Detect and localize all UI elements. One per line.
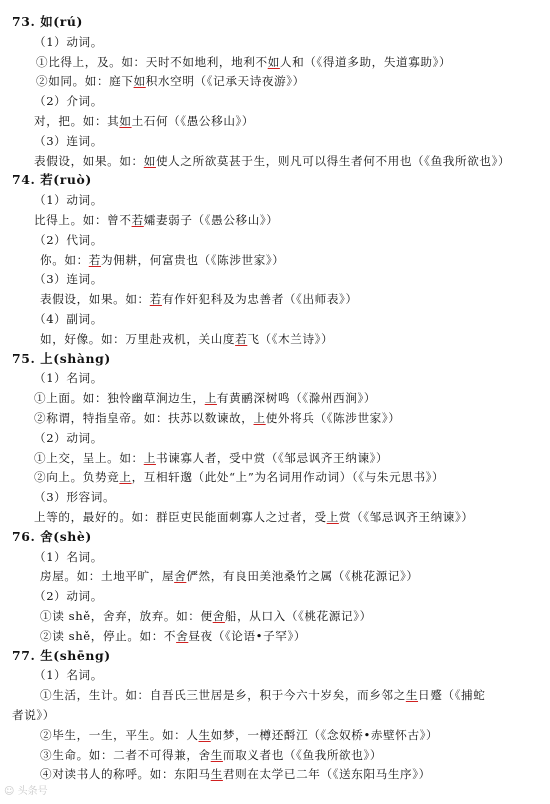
key-character: 上: [204, 391, 217, 406]
line-text: 人和（《得道多助，失道寡助》）: [279, 54, 452, 69]
line-text: ，互相轩邈（此处“上”为名词用作动词）（《与朱元思书》）: [131, 470, 445, 485]
entry-line: [34, 665, 550, 685]
key-character: 生: [405, 688, 419, 703]
entry-heading: [12, 349, 550, 369]
entry-line: [34, 408, 550, 428]
entry-line: [40, 626, 550, 646]
line-text: 土石何（《愚公移山》）: [131, 114, 255, 128]
entry-line: [40, 566, 550, 586]
line-text: 有作奸犯科及为忠善者（《出师表》）: [161, 292, 358, 307]
key-character: 若: [88, 252, 101, 267]
key-character: 若: [131, 213, 144, 227]
entry-line: [34, 111, 550, 131]
entry-heading: [12, 170, 550, 190]
entry-line: [34, 428, 550, 448]
line-text: ①生活，生计。如：自吾氏三世居是乡，积于今六十岁矣，而乡邻之: [40, 688, 406, 703]
watermark: ☺ 头条号: [4, 786, 48, 797]
line-text: （3）连词。: [34, 272, 103, 287]
line-text: 73. 如(rú): [12, 14, 83, 29]
entry-line: [40, 289, 550, 309]
entry-line: [34, 91, 550, 111]
key-character: 上: [143, 450, 156, 465]
key-character: 舍: [174, 569, 187, 584]
key-character: 舍: [176, 628, 189, 643]
entry-line: [12, 705, 550, 725]
entry-heading: [12, 646, 550, 666]
entry-line: [40, 250, 550, 270]
line-text: （2）动词。: [34, 589, 103, 604]
line-text: 飞（《木兰诗》）: [247, 331, 334, 346]
line-text: 对，把。如：其: [34, 114, 120, 128]
line-text: ③生命。如：二者不可得兼，舍: [40, 747, 211, 762]
entry-line: [34, 131, 550, 151]
key-character: 舍: [212, 609, 225, 623]
key-character: 生: [198, 727, 211, 742]
entry-line: [34, 230, 550, 250]
line-text: （3）形容词。: [34, 490, 116, 505]
entry-line: [34, 368, 550, 388]
line-text: ②如同。如：庭下: [36, 74, 134, 89]
line-text: ①比得上，及。如：天时不如地利，地利不: [36, 54, 268, 69]
key-character: 上: [326, 510, 339, 524]
line-text: ②向上。负势竞: [34, 470, 120, 485]
line-text: 房屋。如：土地平旷，屋: [40, 569, 175, 584]
line-text: ①上面。如：独怜幽草涧边生，: [34, 391, 205, 406]
line-text: 为佣耕，何富贵也（《陈涉世家》）: [100, 252, 285, 267]
entry-line: [34, 507, 550, 527]
line-text: 使人之所欲莫甚于生，则凡可以得生者何不用也（《鱼我所欲也》）: [155, 153, 511, 168]
line-text: （1）名词。: [34, 668, 103, 683]
entry-line: [34, 309, 550, 329]
entry-line: [40, 764, 550, 784]
entry-heading: [12, 527, 550, 547]
line-text: 有黄鹂深树鸣（《滁州西涧》）: [216, 391, 377, 406]
key-character: 生: [210, 767, 223, 782]
line-text: ①上交，呈上。如：: [34, 450, 144, 465]
line-text: 者说》）: [12, 708, 55, 722]
entry-line: [34, 487, 550, 507]
line-text: （1）名词。: [34, 549, 103, 564]
line-text: 积水空明（《记承天诗夜游》）: [145, 74, 305, 89]
entry-line: [34, 467, 550, 487]
line-text: 75. 上(shàng): [12, 350, 111, 366]
line-text: （1）动词。: [34, 34, 103, 49]
line-text: 表假设，如果。如：: [34, 153, 144, 168]
line-text: 书谏寡人者，受中赏（《邹忌讽齐王纳谏》）: [155, 450, 389, 465]
line-text: 日蹙（《捕蛇: [418, 688, 486, 703]
entry-line: [34, 388, 550, 408]
line-text: ④对读书人的称呼。如：东阳马: [40, 767, 211, 782]
line-text: 上等的，最好的。如：群臣吏民能面刺寡人之过者，受: [34, 510, 327, 524]
line-text: 表假设，如果。如：: [40, 292, 150, 307]
entry-heading: [12, 12, 550, 32]
entry-line: [40, 745, 550, 765]
key-character: 如: [143, 153, 156, 168]
entry-line: [34, 448, 550, 468]
line-text: ①读 shě，舍弃，放弃。如：便: [40, 609, 213, 623]
line-text: （2）代词。: [34, 232, 103, 247]
line-text: 俨然，有良田美池桑竹之属（《桃花源记》）: [186, 569, 419, 584]
line-text: 孀妻弱子（《愚公移山》）: [143, 213, 279, 227]
line-text: （3）连词。: [34, 133, 103, 148]
line-text: ②读 shě，停止。如：不: [40, 628, 177, 643]
line-text: 而取义者也（《鱼我所欲也》）: [222, 747, 383, 762]
line-text: （2）动词。: [34, 430, 103, 445]
line-text: 你。如：: [40, 252, 89, 267]
line-text: 君则在太学已二年（《送东阳马生序》）: [222, 767, 431, 782]
key-character: 如: [267, 54, 280, 69]
line-text: 76. 舍(shè): [12, 528, 92, 544]
line-text: （4）副词。: [34, 312, 103, 326]
line-text: 赏（《邹忌讽齐王纳谏》）: [338, 510, 474, 524]
entry-line: [36, 52, 550, 72]
line-text: 使外将兵（《陈涉世家》）: [265, 411, 401, 425]
line-text: 如梦，一樽还酹江（《念奴桥•赤壁怀古》）: [210, 727, 439, 742]
entry-line: [34, 586, 550, 606]
line-text: （1）名词。: [34, 371, 103, 386]
entry-line: [36, 71, 550, 91]
line-text: ②毕生，一生，平生。如：人: [40, 727, 199, 742]
line-text: （1）动词。: [34, 193, 103, 208]
entry-line: [34, 32, 550, 52]
entry-line: [34, 269, 550, 289]
entry-line: [34, 210, 550, 230]
entry-line: [40, 329, 550, 349]
entry-line: [40, 606, 550, 626]
entry-line: [40, 725, 550, 745]
key-character: 上: [253, 411, 266, 425]
line-text: ②称谓，特指皇帝。如：扶苏以数谏故，: [34, 411, 254, 425]
key-character: 如: [119, 114, 132, 128]
line-text: 船，从口入（《桃花源记》）: [224, 609, 372, 623]
entry-line: [34, 151, 550, 171]
key-character: 如: [133, 74, 146, 89]
line-text: （2）介词。: [34, 94, 103, 109]
line-text: 昼夜（《论语•子罕》）: [188, 628, 307, 643]
key-character: 生: [210, 747, 223, 762]
key-character: 上: [119, 470, 132, 485]
line-text: 77. 生(shēng): [12, 647, 111, 663]
key-character: 若: [235, 331, 248, 346]
key-character: 若: [149, 292, 162, 307]
entry-line: [34, 190, 550, 210]
line-text: 如，好像。如：万里赴戎机，关山度: [40, 331, 236, 346]
line-text: 比得上。如：曾不: [34, 213, 132, 227]
entry-line: [34, 547, 550, 567]
line-text: 74. 若(ruò): [12, 172, 92, 188]
entry-line: [40, 685, 550, 705]
